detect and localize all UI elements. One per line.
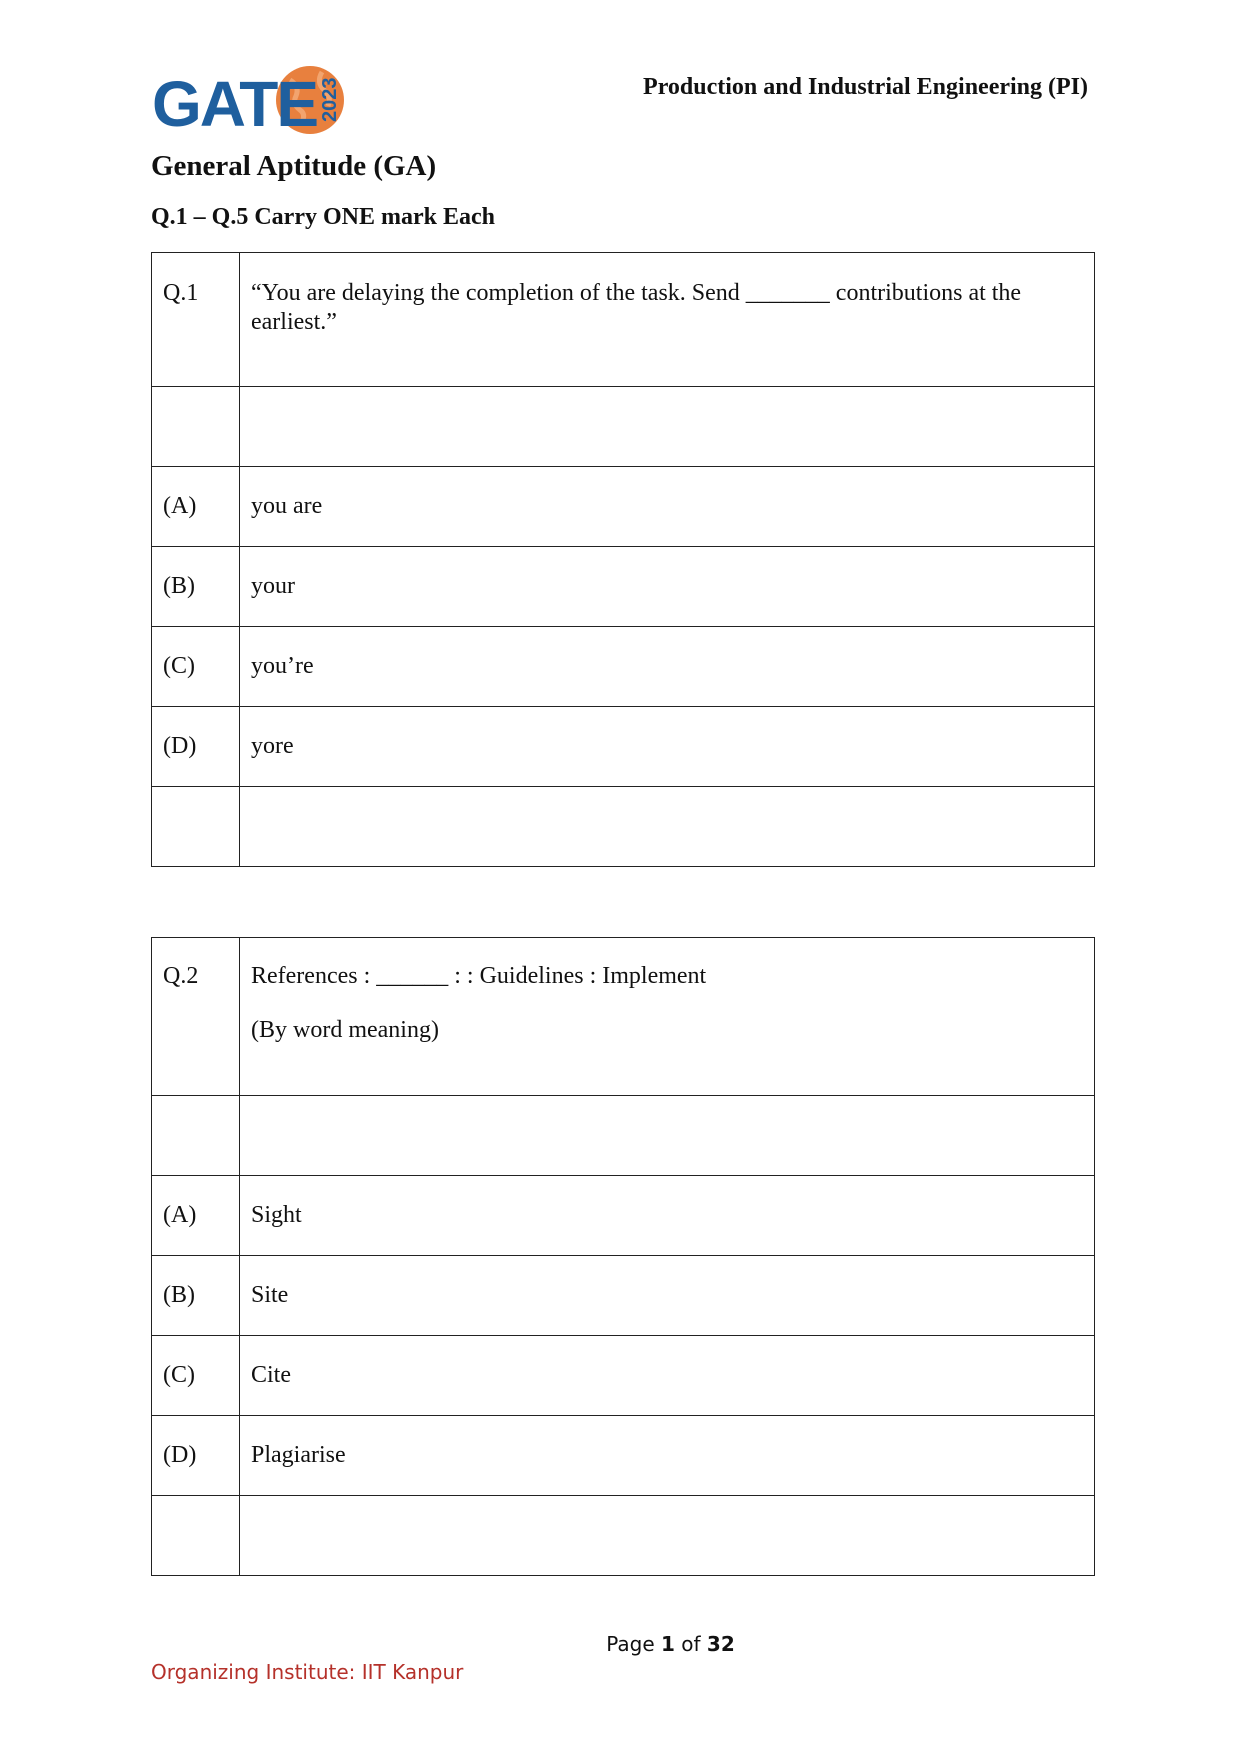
subject-title: Production and Industrial Engineering (PI) [643, 74, 1088, 100]
page-indicator [0, 1632, 1241, 1656]
option-label: (D) [152, 1416, 240, 1496]
option-row-b[interactable] [152, 547, 1095, 627]
option-row-c[interactable] [152, 627, 1095, 707]
blank-cell [240, 1096, 1095, 1176]
option-text: Plagiarise [240, 1416, 1095, 1496]
logo-year: 2023 [319, 77, 341, 122]
option-text: Sight [240, 1176, 1095, 1256]
option-label: (A) [152, 467, 240, 547]
option-text: Site [240, 1256, 1095, 1336]
blank-cell [240, 1496, 1095, 1576]
blank-cell [240, 787, 1095, 867]
question-2-table [151, 937, 1095, 1576]
option-label: (C) [152, 1336, 240, 1416]
option-label: (D) [152, 707, 240, 787]
question-stem: “You are delaying the completion of the task. Send _______ contributions at the earliest.” [240, 253, 1095, 387]
section-title: General Aptitude (GA) [151, 150, 437, 182]
page-prefix: Page [606, 1632, 655, 1656]
section-subtitle: Q.1 – Q.5 Carry ONE mark Each [151, 204, 495, 230]
option-row-d[interactable] [152, 1416, 1095, 1496]
blank-cell [240, 387, 1095, 467]
blank-cell [152, 1496, 240, 1576]
blank-cell [152, 387, 240, 467]
question-stem-cell [240, 938, 1095, 1096]
page-current: 1 [661, 1632, 675, 1656]
option-text: you’re [240, 627, 1095, 707]
option-row-c[interactable] [152, 1336, 1095, 1416]
question-number: Q.1 [152, 253, 240, 387]
question-1-table [151, 252, 1095, 867]
question-stem: References : ______ : : Guidelines : Implement [251, 963, 707, 989]
option-row-a[interactable] [152, 467, 1095, 547]
gate-2023-logo [150, 60, 360, 140]
blank-cell [152, 787, 240, 867]
option-label: (C) [152, 627, 240, 707]
blank-cell [152, 1096, 240, 1176]
logo-text: GATE [152, 68, 318, 140]
question-number: Q.2 [152, 938, 240, 1096]
option-label: (A) [152, 1176, 240, 1256]
option-text: your [240, 547, 1095, 627]
option-row-d[interactable] [152, 707, 1095, 787]
organizing-institute: Organizing Institute: IIT Kanpur [151, 1660, 464, 1684]
option-text: Cite [240, 1336, 1095, 1416]
option-label: (B) [152, 547, 240, 627]
option-text: you are [240, 467, 1095, 547]
option-row-b[interactable] [152, 1256, 1095, 1336]
option-row-a[interactable] [152, 1176, 1095, 1256]
page-total: 32 [706, 1632, 735, 1656]
option-text: yore [240, 707, 1095, 787]
question-stem-note: (By word meaning) [251, 1017, 439, 1043]
option-label: (B) [152, 1256, 240, 1336]
page-of: of [681, 1632, 701, 1656]
